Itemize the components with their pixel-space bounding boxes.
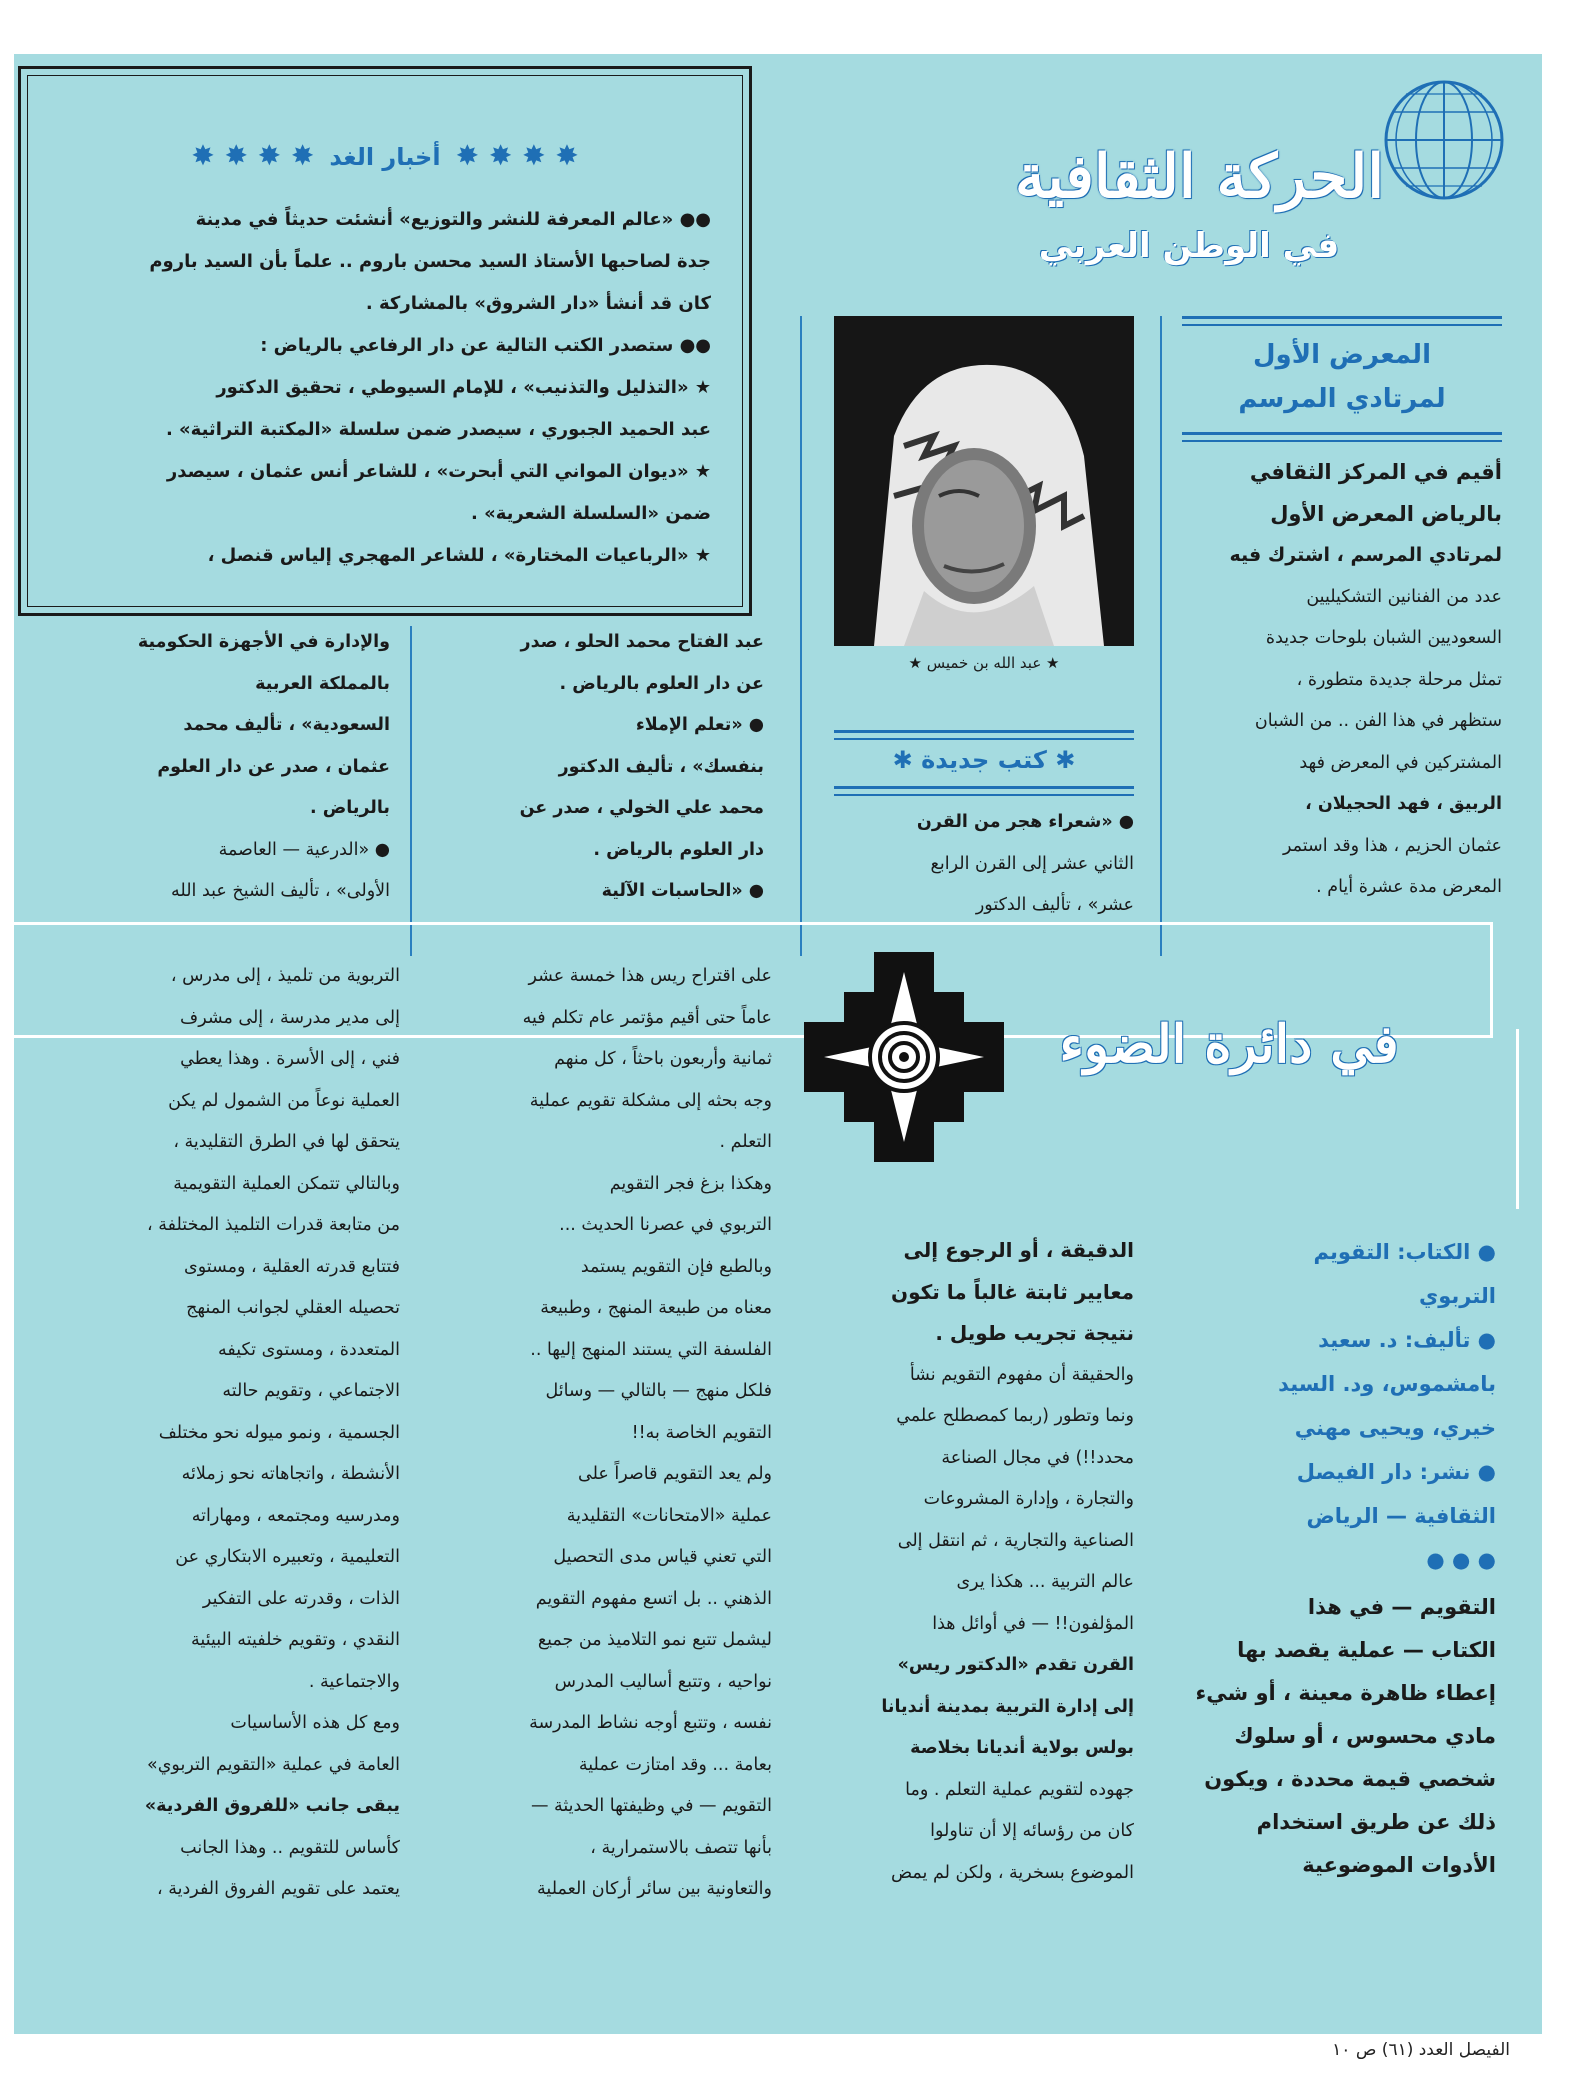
article-line: محدد!!) في مجال الصناعة [941,1447,1134,1468]
article-line: التقويم الخاصة به!! [631,1422,772,1443]
article-line: وهكذا بزغ فجر التقويم [609,1173,772,1194]
article-line: عملية «الامتحانات» التقليدية [566,1505,772,1526]
article-line: الصناعية والتجارية ، ثم انتقل إلى [897,1530,1134,1551]
article-line: كان من رؤسائه إلا أن تناولوا [930,1821,1134,1841]
article-line: النقدي ، وتقويم خلفيته البيئية [191,1630,400,1650]
article-line: إلى مدير مدرسة ، إلى مشرف [180,1007,400,1028]
book-info-line: بامشموس، ود. السيد [1278,1372,1496,1396]
logo-globe-icon [1380,76,1508,204]
column-divider [1160,316,1162,956]
article-line: نتيجة تجريب طويل . [935,1321,1134,1345]
new-books-line: عشر» ، تأليف الدكتور [975,895,1134,915]
article-line: الذات ، وقدرته على التفكير [202,1588,400,1609]
exhibition-bottom-rule-2 [1182,440,1502,442]
article-line: والاجتماعية . [308,1671,400,1692]
article-line: الأنشطة ، واتجاهاته نحو زملائه [181,1464,400,1484]
article-line: التعليمية ، وتعبيره الابتكاري عن [175,1547,400,1567]
article-line: الجسمية ، ونمو ميوله نحو مختلف [158,1422,400,1443]
magazine-page [14,54,1542,2034]
books-line: دار العلوم بالرياض . [593,839,764,860]
exhibition-line: المشتركين في المعرض فهد [1299,752,1502,773]
new-books-line: الثاني عشر إلى القرن الرابع [930,853,1134,874]
article-line: معناه من طبيعة المنهج ، وطبيعة [540,1298,772,1318]
book-info-line: ● الكتاب: التقويم [1313,1240,1496,1264]
article-line: بولس بولاية أنديانا بخلاصة [910,1738,1134,1758]
article-line: جهوده لتقويم عملية التعلم . وما [905,1779,1134,1800]
article-line: الدقيقة ، أو الرجوع إلى [903,1238,1134,1262]
spotlight-column-c [90,956,400,1911]
logo-title: الحركة الثقافية [1014,142,1384,212]
new-books-title: ✱ كتب جديدة ✱ [892,746,1076,774]
article-line: ومع كل هذه الأساسيات [230,1713,400,1733]
exhibition-line: بالرياض المعرض الأول [1270,501,1502,526]
article-line: الاجتماعي ، وتقويم حالته [222,1381,400,1401]
books-line: عبد الفتاح محمد الحلو ، صدر [520,632,764,652]
exhibition-title-line2: لمرتادي المرسم [1238,384,1446,414]
article-line: نفسه ، وتتبع أوجه نشاط المدرسة [529,1713,772,1733]
article-line: معايير ثابتة غالباً ما تكون [891,1279,1134,1304]
column-divider [410,626,412,956]
news-box-body [61,199,711,577]
exhibition-top-rule [1182,316,1502,319]
article-line: ومدرسيه ومجتمعه ، ومهاراته [191,1505,400,1526]
spotlight-emblem-icon [804,952,1004,1162]
article-line: التربوية من تلميذ ، إلى مدرس ، [170,966,400,986]
exhibition-line: ستظهر في هذا الفن .. من الشبان [1254,711,1502,731]
book-info-line: ● نشر: دار الفيصل [1296,1460,1496,1484]
books-line: عن دار العلوم بالرياض . [559,673,764,694]
spotlight-column-b [456,956,772,1911]
article-line: القرن تقدم «الدكتور ريس» [897,1655,1134,1675]
column-divider [800,316,802,956]
article-line: فني ، إلى الأسرة . وهذا يعطي [180,1049,400,1069]
article-line: نواحيه ، وتتبع أساليب المدرس [554,1671,772,1692]
intro-line: إعطاء ظاهرة معينة ، أو شيء [1195,1681,1496,1705]
article-line: عالم التربية ... هكذا يرى [956,1572,1134,1592]
article-line: ثمانية وأربعون باحثاً ، كل منهم [554,1049,772,1069]
books-line: السعودية» ، تأليف محمد [183,715,390,735]
intro-line: شخصي قيمة محددة ، ويكون [1204,1767,1496,1791]
new-books-body [834,802,1134,927]
article-line: المتعددة ، ومستوى تكيفه [217,1339,400,1360]
books-line: ● «تعلم الإملاء [635,715,764,735]
books-column-3 [80,622,390,913]
article-line: التعلم . [719,1132,772,1152]
article-line: التربوي في عصرنا الحديث ... [559,1215,772,1235]
intro-line: الأدوات الموضوعية [1302,1853,1496,1877]
spotlight-title: في دائرة الضوء [1059,1014,1399,1075]
new-books-line: ● «شعراء هجر من القرن [916,812,1134,832]
books-line: محمد علي الخولي ، صدر عن [519,798,764,818]
article-line: إلى إدارة التربية بمدينة أنديانا [881,1696,1134,1717]
books-line: بنفسك» ، تأليف الدكتور [558,756,764,777]
article-line: على اقتراح ريس هذا خمسة عشر [528,966,772,986]
spotlight-side-frame [1492,1029,1519,1209]
exhibition-line: الربيق ، فهد الحجيلان ، [1305,794,1502,814]
exhibition-line: عثمان الحزيم ، هذا وقد استمر [1282,835,1502,856]
article-line: من متابعة قدرات التلميذ المختلفة ، [147,1215,400,1235]
books-column-2 [414,622,764,913]
books-line: ● «الدرعية — العاصمة [218,839,390,860]
article-line: وجه بحثه إلى مشكلة تقويم عملية [529,1090,772,1111]
star-icon-row-left: ✸ ✸ ✸ ✸ [191,139,315,172]
article-line: التقويم — في وظيفتها الحديثة — [530,1796,772,1816]
exhibition-body [1182,452,1502,909]
news-box-title-row [21,139,749,172]
portrait-photo [834,316,1134,646]
exhibition-line: أقيم في المركز الثقافي [1249,460,1502,484]
intro-line: التقويم — في هذا [1307,1595,1496,1619]
exhibition-title-line1: المعرض الأول [1253,340,1431,370]
new-books-top-rule-2 [834,738,1134,740]
books-line: عثمان ، صدر عن دار العلوم [157,756,390,777]
logo-subtitle: في الوطن العربي [1038,226,1340,266]
books-line: والإدارة في الأجهزة الحكومية [137,632,390,652]
article-line: وبالطبع فإن التقويم يستمد [580,1256,772,1277]
page-footer: الفيصل العدد (٦١) ص ١٠ [1332,2040,1510,2060]
article-line: المؤلفون!! — في أوائل هذا [932,1613,1134,1634]
article-line: عاماً حتى أقيم مؤتمر عام تكلم فيه [522,1007,772,1028]
new-books-top-rule [834,730,1134,733]
article-line: والتجارة ، وإدارة المشروعات [923,1489,1134,1509]
article-line: التي تعني قياس مدى التحصيل [553,1547,772,1567]
books-line: بالمملكة العربية [255,673,390,694]
books-line: ● «الحاسبات الآلية [601,881,764,901]
article-line: الذهني .. بل اتسع مفهوم التقويم [535,1588,772,1609]
news-line: عبد الحميد الجبوري ، سيصدر ضمن سلسلة «المكتبة التراثية» . [165,419,711,440]
article-line: يتحقق لها في الطرق التقليدية ، [173,1132,400,1152]
exhibition-bottom-rule [1182,432,1502,435]
article-line: الفلسفة التي يستند المنهج إليها .. [530,1339,772,1360]
article-line: ونما وتطور (ربما كمصطلح علمي [896,1406,1134,1426]
intro-line: ذلك عن طريق استخدام [1256,1810,1496,1834]
books-line: بالرياض . [309,798,390,818]
spotlight-column-a [822,1230,1134,1894]
article-line: فلكل منهج — بالتالي — وسائل [545,1381,772,1401]
news-line: ★ «ديوان المواني التي أبحرت» ، للشاعر أنس عثمان ، سيصدر [166,461,711,482]
book-info-line: خيري، ويحيى مهني [1294,1416,1496,1440]
intro-line: مادي محسوس ، أو سلوك [1234,1724,1496,1748]
photo-caption: ★ عبد الله بن خميس ★ [908,654,1060,672]
news-line: ●● «عالم المعرفة للنشر والتوزيع» أنشئت حديثاً في مدينة [195,209,711,230]
book-info-line: ● ● ● [1426,1548,1496,1572]
news-line: ★ «التذليل والتذنيب» ، للإمام السيوطي ، تحقيق الدكتور [216,377,711,398]
article-line: بعامة ... وقد امتازت عملية [578,1754,772,1775]
article-line: والتعاونية بين سائر أركان العملية [537,1879,772,1899]
exhibition-line: لمرتادي المرسم ، اشترك فيه [1229,544,1502,566]
article-line: والحقيقة أن مفهوم التقويم نشأ [909,1364,1134,1385]
exhibition-line: تمثل مرحلة جديدة متطورة ، [1296,669,1502,690]
article-line: ليشمل تتبع نمو التلاميذ من جميع [537,1630,772,1650]
spotlight-intro [1174,1586,1496,1887]
article-line: الموضوع بسخرية ، ولكن لم يمض [890,1862,1134,1883]
books-line: الأولى» ، تأليف الشيخ عبد الله [171,881,390,901]
article-line: العامة في عملية «التقويم التربوي» [147,1754,400,1775]
new-books-bottom-rule [834,786,1134,789]
news-line: ★ «الرباعيات المختارة» ، للشاعر المهجري إلياس قنصل ، [207,545,711,566]
article-line: بأنها تتصف بالاستمرارية ، [590,1837,772,1858]
article-line: كأساس للتقويم .. وهذا الجانب [180,1837,400,1858]
article-line: يعتمد على تقويم الفروق الفردية ، [157,1879,400,1899]
news-line: جدة لصاحبها الأستاذ السيد محسن باروم .. علماً بأن السيد باروم [149,251,711,272]
article-line: تحصيله العقلي لجوانب المنهج [186,1298,400,1318]
article-line: فتتابع قدرته العقلية ، ومستوى [184,1256,400,1277]
news-box-title: أخبار الغد [329,143,441,171]
new-books-bottom-rule-2 [834,794,1134,796]
article-line: وبالتالي تتمكن العملية التقويمية [173,1173,400,1194]
news-line: ●● ستصدر الكتب التالية عن دار الرفاعي بالرياض : [260,335,711,356]
article-line: ولم يعد التقويم قاصراً على [578,1464,772,1484]
star-icon-row-right: ✸ ✸ ✸ ✸ [455,139,579,172]
news-box [18,66,752,616]
intro-line: الكتاب — عملية يقصد بها [1237,1638,1496,1662]
book-info-line: التربوي [1418,1284,1496,1308]
exhibition-top-rule-2 [1182,324,1502,326]
article-line: العملية نوعاً من الشمول لم يكن [168,1090,400,1111]
book-info-line: ● تأليف: د. سعيد [1318,1328,1496,1352]
exhibition-line: السعوديين الشبان بلوحات جديدة [1265,628,1502,648]
book-info-line: الثقافية — الرياض [1306,1504,1496,1528]
spotlight-book-info [1174,1230,1496,1582]
news-line: ضمن «السلسلة الشعرية» . [470,503,711,524]
news-line: كان قد أنشأ «دار الشروق» بالمشاركة . [365,293,711,314]
article-line: يبقى جانب «للفروق الفردية» [144,1796,400,1816]
exhibition-line: المعرض مدة عشرة أيام . [1316,877,1502,897]
exhibition-line: عدد من الفنانين التشكيليين [1306,586,1502,607]
